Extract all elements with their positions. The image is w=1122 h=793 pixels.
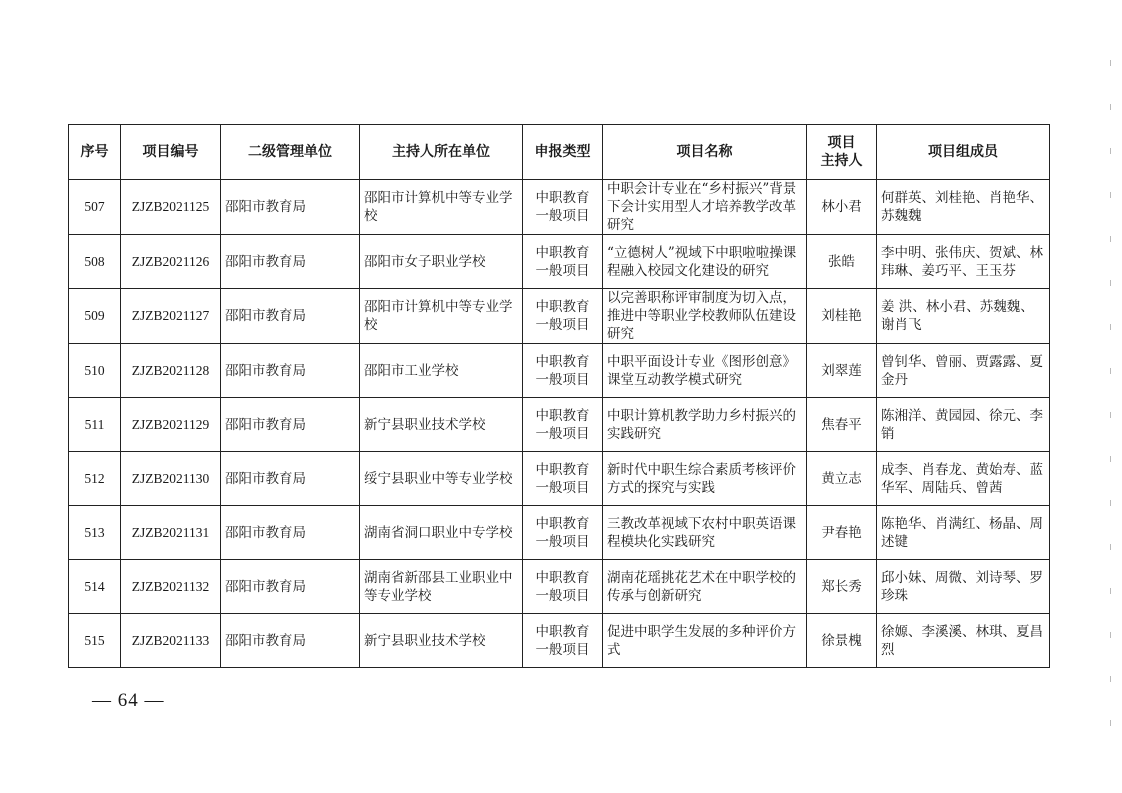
cell-host-unit: 新宁县职业技术学校 (360, 614, 523, 668)
cell-members: 邱小妹、周微、刘诗琴、罗珍珠 (877, 560, 1050, 614)
cell-leader: 尹春艳 (807, 506, 877, 560)
cell-project-name: 中职计算机教学助力乡村振兴的实践研究 (603, 398, 807, 452)
table-row (69, 560, 1050, 614)
cell-members: 陈艳华、肖满红、杨晶、周述键 (877, 506, 1050, 560)
cell-mgmt-unit: 邵阳市教育局 (221, 506, 360, 560)
cell-type-line2: 一般项目 (535, 425, 590, 442)
cell-code: ZJZB2021127 (121, 289, 221, 344)
cell-type-line2: 一般项目 (535, 533, 590, 550)
header-index: 序号 (69, 125, 121, 180)
table-row (69, 614, 1050, 668)
cell-type-line1: 中职教育 (535, 353, 590, 370)
table-row (69, 289, 1050, 344)
cell-type (523, 344, 603, 398)
header-type: 申报类型 (523, 125, 603, 180)
cell-type-line1: 中职教育 (535, 299, 590, 315)
cell-members: 何群英、刘桂艳、肖艳华、苏魏魏 (877, 180, 1050, 235)
cell-host-unit: 绥宁县职业中等专业学校 (360, 452, 523, 506)
cell-code: ZJZB2021126 (121, 235, 221, 289)
cell-type-line2: 一般项目 (535, 208, 590, 224)
cell-type-line1: 中职教育 (535, 515, 590, 532)
cell-members: 曾钊华、曾丽、贾露露、夏金丹 (877, 344, 1050, 398)
cell-members: 姜 洪、林小君、苏魏魏、谢肖飞 (877, 289, 1050, 344)
cell-leader: 刘翠莲 (807, 344, 877, 398)
table-row (69, 344, 1050, 398)
header-leader (807, 125, 877, 180)
cell-mgmt-unit: 邵阳市教育局 (221, 398, 360, 452)
cell-type-line2: 一般项目 (535, 371, 590, 388)
cell-leader: 郑长秀 (807, 560, 877, 614)
cell-members: 李中明、张伟庆、贺斌、林玮琳、姜巧平、王玉芬 (877, 235, 1050, 289)
cell-index: 514 (69, 560, 121, 614)
cell-project-name: 中职会计专业在“乡村振兴”背景下会计实用型人才培养教学改革研究 (603, 180, 807, 235)
cell-index: 507 (69, 180, 121, 235)
cell-leader: 林小君 (807, 180, 877, 235)
cell-type (523, 398, 603, 452)
cell-code: ZJZB2021130 (121, 452, 221, 506)
cell-type (523, 614, 603, 668)
table-row (69, 452, 1050, 506)
cell-mgmt-unit: 邵阳市教育局 (221, 614, 360, 668)
header-members: 项目组成员 (877, 125, 1050, 180)
cell-mgmt-unit: 邵阳市教育局 (221, 452, 360, 506)
cell-project-name: 三教改革视域下农村中职英语课程模块化实践研究 (603, 506, 807, 560)
cell-mgmt-unit: 邵阳市教育局 (221, 289, 360, 344)
cell-project-name: “立德树人”视域下中职啦啦操课程融入校园文化建设的研究 (603, 235, 807, 289)
header-leader-line2: 主持人 (820, 153, 863, 169)
cell-host-unit: 邵阳市女子职业学校 (360, 235, 523, 289)
cell-code: ZJZB2021129 (121, 398, 221, 452)
table-row (69, 180, 1050, 235)
cell-type-line1: 中职教育 (535, 461, 590, 478)
cell-type-line2: 一般项目 (535, 641, 590, 658)
cell-host-unit: 湖南省新邵县工业职业中等专业学校 (360, 560, 523, 614)
cell-type (523, 560, 603, 614)
cell-project-name: 中职平面设计专业《图形创意》课堂互动教学模式研究 (603, 344, 807, 398)
cell-type (523, 289, 603, 344)
cell-type-line2: 一般项目 (535, 479, 590, 496)
cell-host-unit: 湖南省洞口职业中专学校 (360, 506, 523, 560)
table-header-row (69, 125, 1050, 180)
cell-code: ZJZB2021131 (121, 506, 221, 560)
cell-leader: 徐景槐 (807, 614, 877, 668)
cell-type-line1: 中职教育 (535, 623, 590, 640)
scan-edge-marks (1104, 60, 1118, 780)
cell-code: ZJZB2021132 (121, 560, 221, 614)
table-row (69, 506, 1050, 560)
cell-index: 508 (69, 235, 121, 289)
cell-type (523, 180, 603, 235)
cell-project-name: 以完善职称评审制度为切入点， 推进中等职业学校教师队伍建设研究 (603, 289, 807, 344)
cell-index: 513 (69, 506, 121, 560)
cell-mgmt-unit: 邵阳市教育局 (221, 180, 360, 235)
cell-type-line1: 中职教育 (535, 244, 590, 261)
cell-project-name: 促进中职学生发展的多种评价方式 (603, 614, 807, 668)
cell-host-unit: 新宁县职业技术学校 (360, 398, 523, 452)
cell-type-line2: 一般项目 (535, 317, 590, 333)
cell-type (523, 506, 603, 560)
cell-mgmt-unit: 邵阳市教育局 (221, 235, 360, 289)
header-host-unit: 主持人所在单位 (360, 125, 523, 180)
cell-code: ZJZB2021128 (121, 344, 221, 398)
cell-project-name: 新时代中职生综合素质考核评价方式的探究与实践 (603, 452, 807, 506)
table-row (69, 398, 1050, 452)
cell-type-line2: 一般项目 (535, 587, 590, 604)
cell-type-line1: 中职教育 (535, 407, 590, 424)
cell-type-line2: 一般项目 (535, 262, 590, 279)
cell-members: 成李、肖春龙、黄始寿、蓝华军、周陆兵、曾茜 (877, 452, 1050, 506)
cell-mgmt-unit: 邵阳市教育局 (221, 344, 360, 398)
cell-index: 511 (69, 398, 121, 452)
cell-leader: 焦春平 (807, 398, 877, 452)
header-project-name: 项目名称 (603, 125, 807, 180)
cell-code: ZJZB2021133 (121, 614, 221, 668)
cell-type-line1: 中职教育 (535, 569, 590, 586)
cell-members: 陈湘洋、黄园园、徐元、李销 (877, 398, 1050, 452)
cell-index: 510 (69, 344, 121, 398)
cell-index: 509 (69, 289, 121, 344)
cell-type (523, 235, 603, 289)
cell-mgmt-unit: 邵阳市教育局 (221, 560, 360, 614)
header-mgmt-unit: 二级管理单位 (221, 125, 360, 180)
table-row (69, 235, 1050, 289)
cell-leader: 张皓 (807, 235, 877, 289)
cell-code: ZJZB2021125 (121, 180, 221, 235)
project-table (68, 124, 1050, 668)
cell-leader: 刘桂艳 (807, 289, 877, 344)
header-leader-line1: 项目 (827, 135, 856, 151)
cell-host-unit: 邵阳市计算机中等专业学校 (360, 289, 523, 344)
cell-host-unit: 邵阳市计算机中等专业学校 (360, 180, 523, 235)
page-number: — 64 — (92, 690, 165, 711)
cell-leader: 黄立志 (807, 452, 877, 506)
cell-project-name: 湖南花瑶挑花艺术在中职学校的传承与创新研究 (603, 560, 807, 614)
cell-host-unit: 邵阳市工业学校 (360, 344, 523, 398)
cell-index: 515 (69, 614, 121, 668)
cell-type (523, 452, 603, 506)
header-code: 项目编号 (121, 125, 221, 180)
cell-type-line1: 中职教育 (535, 190, 590, 206)
cell-index: 512 (69, 452, 121, 506)
cell-members: 徐嫄、李溪溪、林琪、夏昌烈 (877, 614, 1050, 668)
